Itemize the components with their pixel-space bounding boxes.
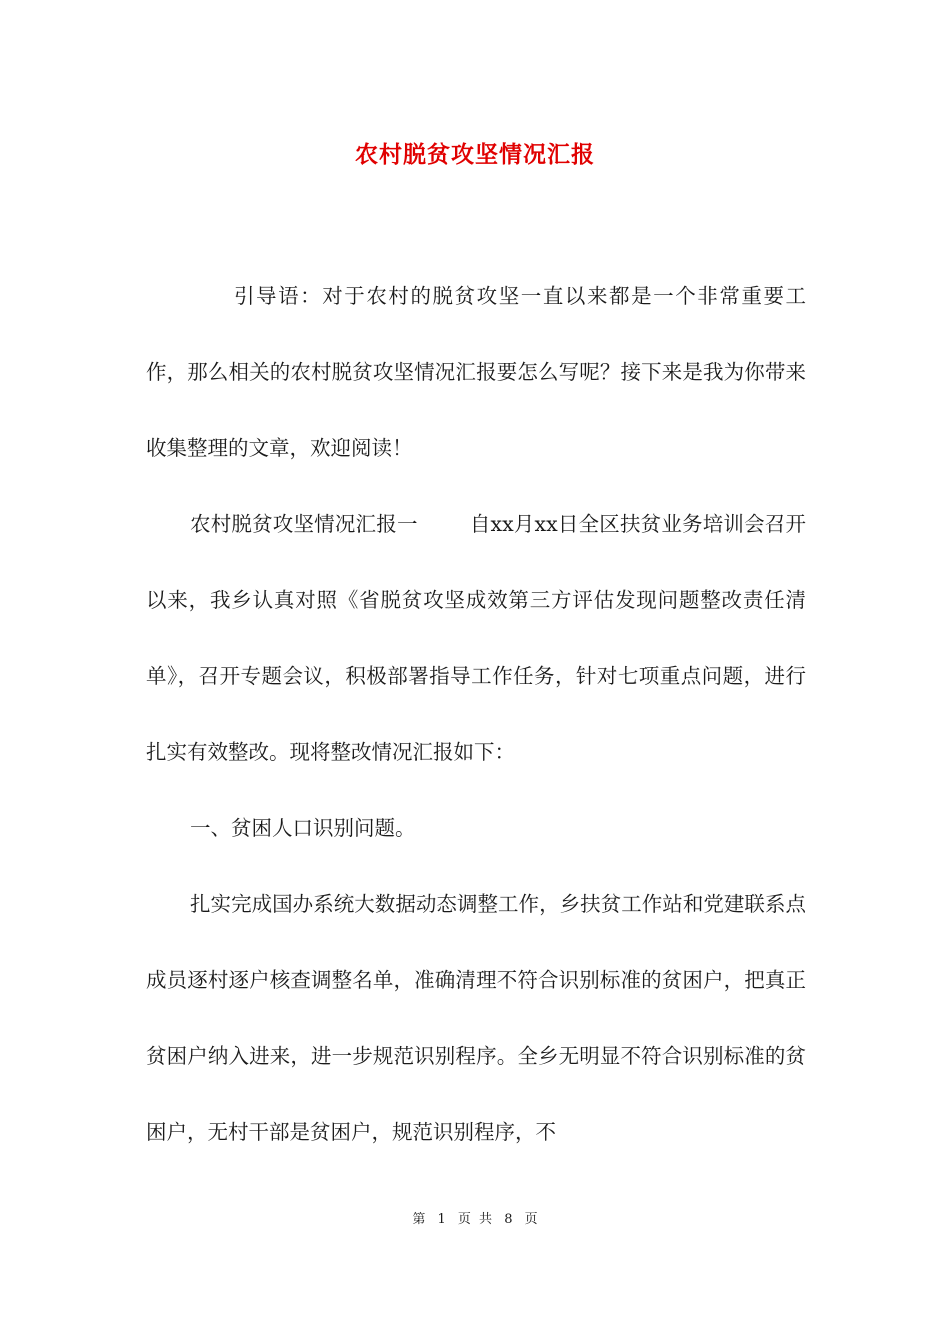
page-footer [0, 1208, 950, 1227]
footer-total-pages: 8 [504, 1212, 513, 1227]
section-one-paragraph [146, 486, 806, 790]
section-heading: 农村脱贫攻坚情况汇报一 [190, 512, 418, 536]
footer-prefix: 第 [412, 1212, 426, 1227]
heading-one: 一、贫困人口识别问题。 [190, 816, 416, 840]
footer-page-number: 1 [437, 1212, 446, 1227]
document-title: 农村脱贫攻坚情况汇报 [355, 141, 595, 168]
footer-mid: 页 共 [457, 1212, 493, 1227]
identification-paragraph: 扎实完成国办系统大数据动态调整工作，乡扶贫工作站和党建联系点成员逐村逐户核查调整名单，准确清理不符合识别标准的贫困户，把真正贫困户纳入进来，进一步规范识别程序。全乡无明显不符合识别标准的贫困户，无村干部是贫困户，规范识别程序，不 [146, 892, 806, 1144]
intro-paragraph: 引导语：对于农村的脱贫攻坚一直以来都是一个非常重要工作，那么相关的农村脱贫攻坚情况汇报要怎么写呢？接下来是我为你带来收集整理的文章，欢迎阅读！ [146, 284, 806, 460]
section-one-text: 自xx月xx日全区扶贫业务培训会召开以来，我乡认真对照《省脱贫攻坚成效第三方评估发现问题整改责任清单》，召开专题会议，积极部署指导工作任务，针对七项重点问题，进行扎实有效整改。现将整改情况汇报如下： [146, 512, 806, 764]
footer-suffix: 页 [524, 1212, 538, 1227]
